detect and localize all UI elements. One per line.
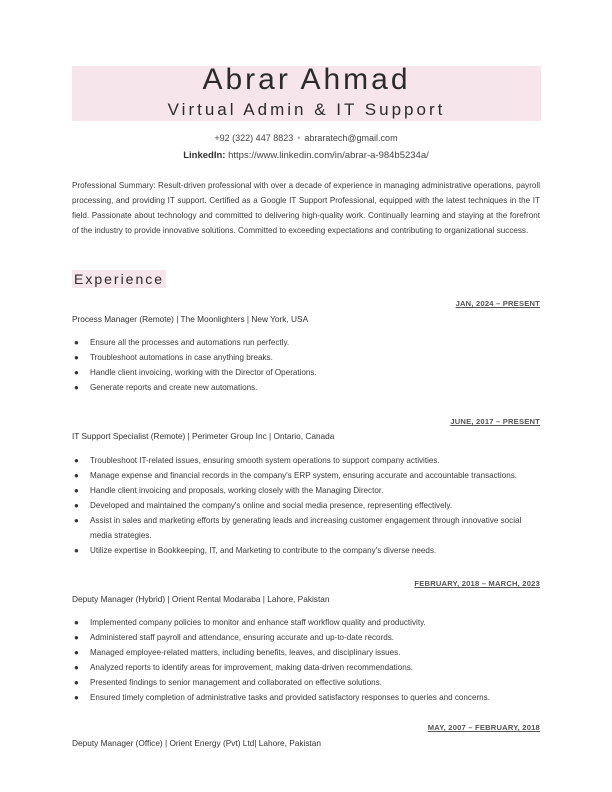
linkedin-link[interactable]: https://www.linkedin.com/in/abrar-a-984b5234a/ (228, 150, 429, 161)
list-item: ● Handle client invoicing, working with the Director of Operations. (72, 365, 542, 380)
list-item: ● Assist in sales and marketing efforts by generating leads and increasing customer engagement through innovative social media strategies. (72, 513, 542, 543)
job-bullets (72, 335, 542, 395)
professional-summary: Professional Summary: Result-driven professional with over a decade of experience in managing administrative operations, payroll processing, and providing IT support. Certified as a Google IT Support Professional, equipped with the latest techniques in the IT field. Passionate about technology and committed to delivering high-quality work. Continually learning and staying at the forefront of the industry to provide innovative solutions. Committed to exceeding expectations and contributing to organizational success. (72, 181, 540, 235)
linkedin-line (0, 150, 612, 161)
list-item: ● Developed and maintained the company's online and social media presence, representing effectively. (72, 498, 542, 513)
bullet-icon: ● (74, 693, 79, 702)
list-item: ● Utilize expertise in Bookkeeping, IT, and Marketing to contribute to the company's diverse needs. (72, 543, 542, 558)
job-dates: JAN, 2024 – PRESENT (455, 299, 540, 308)
bullet-icon: ● (74, 516, 79, 525)
list-item: ● Manage expense and financial records in the company's ERP system, ensuring accurate and accountable transactions. (72, 468, 542, 483)
job-title: Process Manager (Remote) | The Moonlighters | New York, USA (72, 314, 309, 324)
list-item: ● Managed employee-related matters, including benefits, leaves, and disciplinary issues. (72, 645, 542, 660)
job-dates: FEBRUARY, 2018 – MARCH, 2023 (414, 579, 540, 588)
job-bullets (72, 453, 542, 558)
email-link[interactable]: abraratech@gmail.com (304, 133, 398, 143)
job-title: Deputy Manager (Hybrid) | Orient Rental Modaraba | Lahore, Pakistan (72, 594, 330, 604)
job-dates: JUNE, 2017 – PRESENT (450, 417, 540, 426)
linkedin-label: LinkedIn: (183, 150, 226, 161)
experience-heading: Experience (74, 271, 165, 287)
phone-number: +92 (322) 447 8823 (214, 133, 294, 143)
bullet-icon: ● (74, 678, 79, 687)
list-item: ● Troubleshoot automations in case anything breaks. (72, 350, 542, 365)
list-item: ● Presented findings to senior management and collaborated on effective solutions. (72, 675, 542, 690)
list-item: ● Administered staff payroll and attendance, ensuring accurate and up-to-date records. (72, 630, 542, 645)
list-item: ● Troubleshoot IT-related issues, ensuring smooth system operations to support company activities. (72, 453, 542, 468)
list-item: ● Ensured timely completion of administrative tasks and provided satisfactory responses to queries and concerns. (72, 690, 542, 705)
job-title: IT Support Specialist (Remote) | Perimeter Group Inc | Ontario, Canada (72, 431, 335, 441)
bullet-icon: ● (74, 471, 79, 480)
bullet-icon: ● (74, 456, 79, 465)
resume-name: Abrar Ahmad (202, 63, 411, 96)
bullet-icon: ● (74, 546, 79, 555)
bullet-icon: ● (74, 648, 79, 657)
contact-separator: • (297, 133, 301, 143)
bullet-icon: ● (74, 618, 79, 627)
bullet-icon: ● (74, 501, 79, 510)
list-item: ● Implemented company policies to monitor and enhance staff workflow quality and productivity. (72, 615, 542, 630)
bullet-icon: ● (74, 663, 79, 672)
bullet-icon: ● (74, 633, 79, 642)
list-item: ● Handle client invoicing and proposals, working closely with the Managing Director. (72, 483, 542, 498)
bullet-icon: ● (74, 383, 79, 392)
job-bullets (72, 615, 542, 705)
bullet-icon: ● (74, 353, 79, 362)
bullet-icon: ● (74, 368, 79, 377)
job-title: Deputy Manager (Office) | Orient Energy (Pvt) Ltd| Lahore, Pakistan (72, 738, 322, 748)
job-dates: MAY, 2007 – FEBRUARY, 2018 (427, 723, 540, 732)
list-item: ● Generate reports and create new automations. (72, 380, 542, 395)
list-item: ● Analyzed reports to identify areas for improvement, making data-driven recommendations. (72, 660, 542, 675)
list-item: ● Ensure all the processes and automations run perfectly. (72, 335, 542, 350)
bullet-icon: ● (74, 338, 79, 347)
bullet-icon: ● (74, 486, 79, 495)
contact-line (0, 133, 612, 143)
resume-title: Virtual Admin & IT Support (167, 100, 446, 119)
